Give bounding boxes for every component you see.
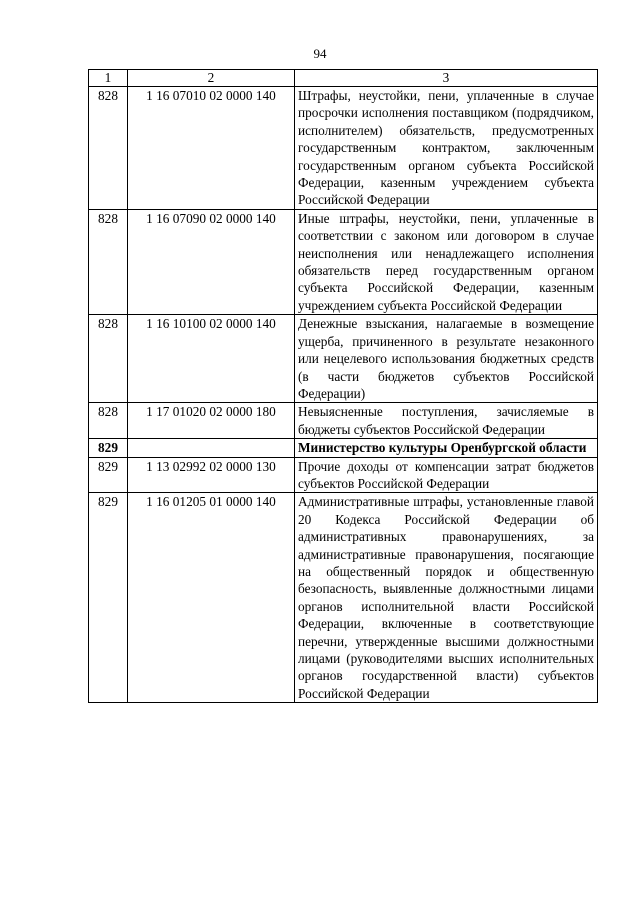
ministry-name-cell: Министерство культуры Оренбургской области xyxy=(295,439,598,457)
admin-code-cell: 828 xyxy=(89,209,128,314)
header-col-2: 2 xyxy=(128,70,295,87)
income-name-cell: Штрафы, неустойки, пени, уплаченные в случае просрочки исполнения поставщиком (подрядчиком, исполнителем) обязательств, предусмотренных государственным контрактом, заключенным государственным органом субъекта Российской Федерации, казенным учреждением субъекта Российской Федерации xyxy=(295,87,598,210)
admin-code-cell: 829 xyxy=(89,439,128,457)
kbk-code-cell: 1 17 01020 02 0000 180 xyxy=(128,403,295,439)
admin-code-cell: 828 xyxy=(89,87,128,210)
admin-code-cell: 828 xyxy=(89,403,128,439)
admin-code-cell: 829 xyxy=(89,457,128,493)
budget-classification-table xyxy=(88,69,598,703)
income-name-cell: Денежные взыскания, налагаемые в возмещение ущерба, причиненного в результате незаконного или нецелевого использования бюджетных средств (в части бюджетов субъектов Российской Федерации) xyxy=(295,315,598,403)
admin-code-cell: 829 xyxy=(89,493,128,703)
table-row xyxy=(89,457,598,493)
table-row xyxy=(89,403,598,439)
header-col-3: 3 xyxy=(295,70,598,87)
kbk-code-cell: 1 16 07010 02 0000 140 xyxy=(128,87,295,210)
header-row xyxy=(89,70,598,87)
table-row xyxy=(89,209,598,314)
kbk-code-cell: 1 13 02992 02 0000 130 xyxy=(128,457,295,493)
income-name-cell: Прочие доходы от компенсации затрат бюджетов субъектов Российской Федерации xyxy=(295,457,598,493)
admin-code-cell: 828 xyxy=(89,315,128,403)
header-col-1: 1 xyxy=(89,70,128,87)
ministry-header-row xyxy=(89,439,598,457)
table-row xyxy=(89,315,598,403)
income-name-cell: Административные штрафы, установленные главой 20 Кодекса Российской Федерации об административных правонарушениях, за административные правонарушения, посягающие на общественный порядок и общественную безопасность, выявленные должностными лицами органов исполнительной власти Российской Федерации, включенные в соответствующие перечни, утвержденные высшими должностными лицами (руководителями высших исполнительных органов государственной власти) субъектов Российской Федерации xyxy=(295,493,598,703)
kbk-code-cell: 1 16 01205 01 0000 140 xyxy=(128,493,295,703)
income-name-cell: Иные штрафы, неустойки, пени, уплаченные в соответствии с законом или договором в случае неисполнения или ненадлежащего исполнения обязательств перед государственным органом субъекта Российской Федерации, казенным учреждением субъекта Российской Федерации xyxy=(295,209,598,314)
income-name-cell: Невыясненные поступления, зачисляемые в бюджеты субъектов Российской Федерации xyxy=(295,403,598,439)
kbk-code-cell xyxy=(128,439,295,457)
kbk-code-cell: 1 16 10100 02 0000 140 xyxy=(128,315,295,403)
page-number: 94 xyxy=(313,46,327,61)
table-row xyxy=(89,493,598,703)
kbk-code-cell: 1 16 07090 02 0000 140 xyxy=(128,209,295,314)
table-row xyxy=(89,87,598,210)
